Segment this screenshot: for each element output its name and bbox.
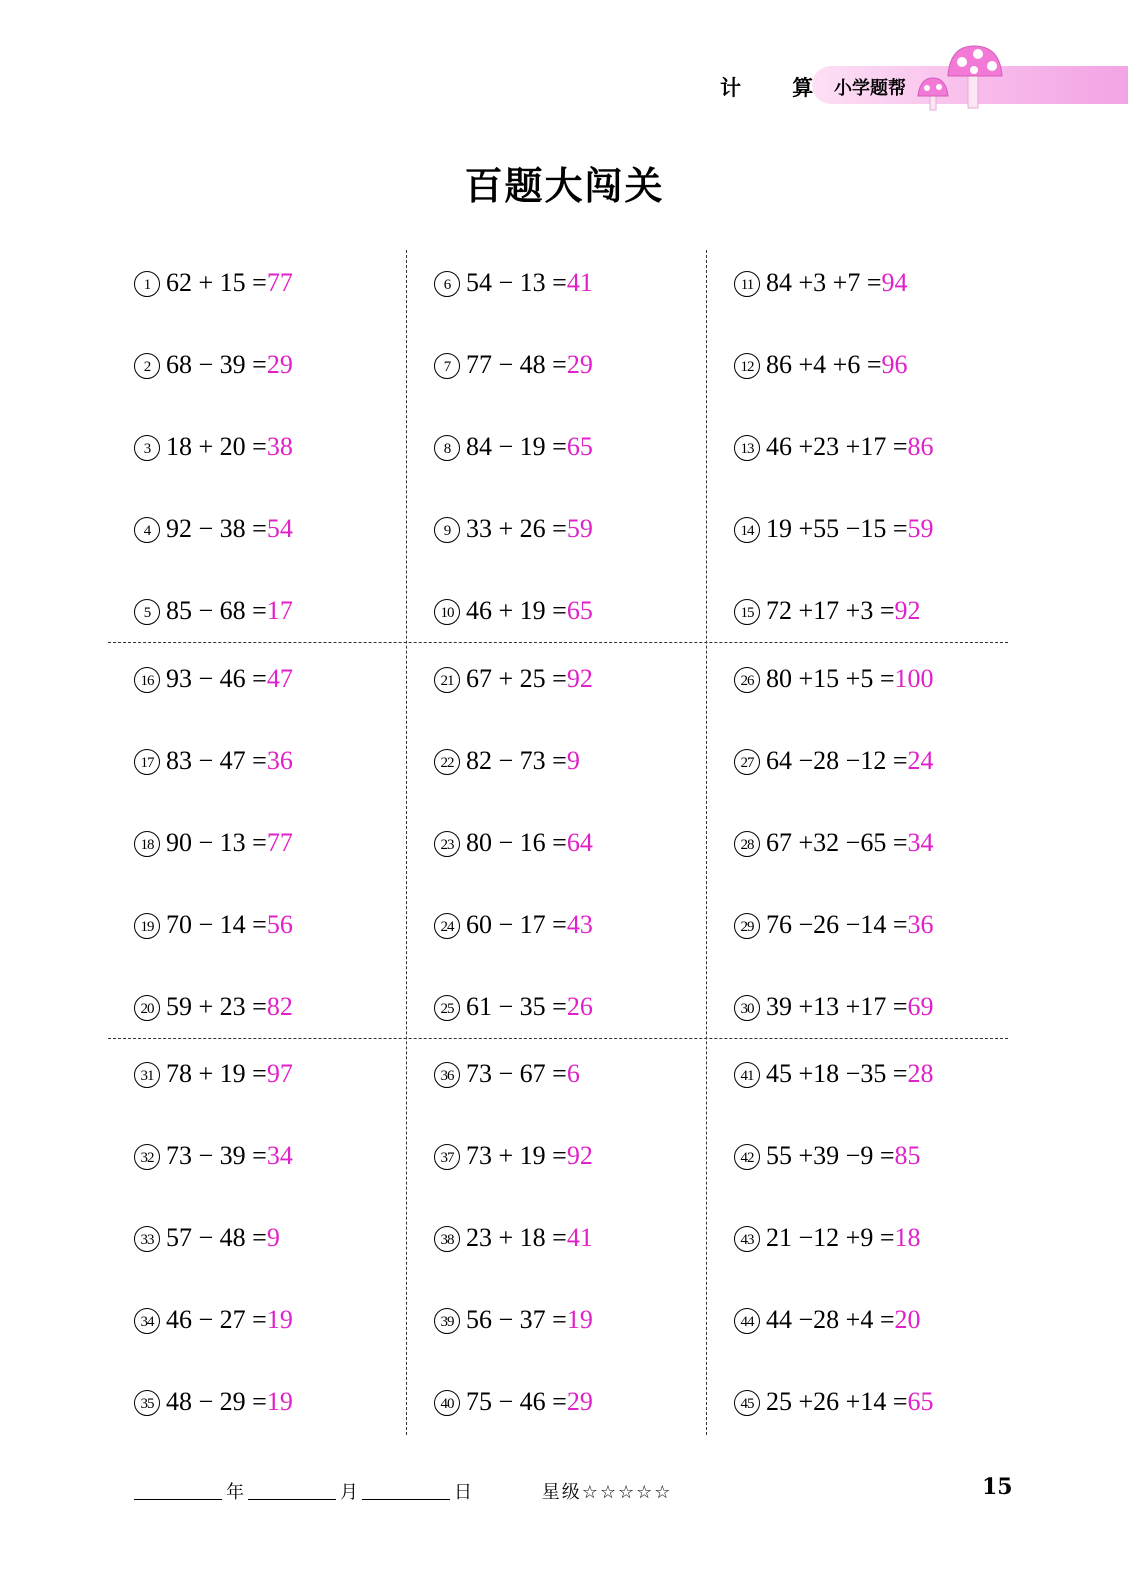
problem-number: 30 [734, 995, 760, 1021]
problem-grid [108, 250, 1008, 1435]
problem-number: 6 [434, 271, 460, 297]
problem-item [434, 1305, 593, 1335]
problem-answer[interactable]: 34 [266, 1141, 293, 1170]
problem-number: 19 [134, 913, 160, 939]
problem-item [134, 350, 293, 380]
problem-number: 2 [134, 353, 160, 379]
problem-expression: 55 +39 −9 = [766, 1141, 895, 1170]
problem-number: 31 [134, 1062, 160, 1088]
problem-answer[interactable]: 41 [566, 1223, 593, 1252]
footer-date-line [134, 1478, 672, 1504]
problem-number: 43 [734, 1226, 760, 1252]
problem-answer[interactable]: 77 [266, 828, 293, 857]
problem-expression: 84 +3 +7 = [766, 268, 882, 297]
problem-answer[interactable]: 36 [907, 910, 934, 939]
problem-expression: 62 + 15 = [166, 268, 267, 297]
problem-expression: 54 − 13 = [466, 268, 567, 297]
problem-answer[interactable]: 17 [266, 596, 293, 625]
problem-answer[interactable]: 92 [566, 1141, 593, 1170]
problem-answer[interactable]: 64 [566, 828, 593, 857]
problem-item [134, 746, 293, 776]
problem-number: 7 [434, 353, 460, 379]
problem-item [134, 1223, 280, 1253]
problem-expression: 73 + 19 = [466, 1141, 567, 1170]
problem-item [434, 1059, 580, 1089]
problem-item [434, 350, 593, 380]
problem-answer[interactable]: 6 [566, 1059, 580, 1088]
problem-number: 39 [434, 1308, 460, 1334]
problem-expression: 21 −12 +9 = [766, 1223, 895, 1252]
problem-expression: 61 − 35 = [466, 992, 567, 1021]
problem-item [134, 514, 293, 544]
problem-number: 9 [434, 517, 460, 543]
section-label: 计 算 [720, 75, 836, 100]
problem-expression: 90 − 13 = [166, 828, 267, 857]
problem-answer[interactable]: 86 [907, 432, 934, 461]
problem-expression: 60 − 17 = [466, 910, 567, 939]
problem-number: 37 [434, 1144, 460, 1170]
problem-expression: 33 + 26 = [466, 514, 567, 543]
problem-number: 25 [434, 995, 460, 1021]
problem-number: 24 [434, 913, 460, 939]
problem-expression: 86 +4 +6 = [766, 350, 882, 379]
problem-answer[interactable]: 9 [566, 746, 580, 775]
problem-item [434, 432, 593, 462]
year-blank[interactable] [134, 1481, 222, 1500]
problem-expression: 72 +17 +3 = [766, 596, 895, 625]
problem-item [134, 828, 293, 858]
problem-expression: 39 +13 +17 = [766, 992, 908, 1021]
problem-answer[interactable]: 26 [566, 992, 593, 1021]
problem-item [434, 992, 593, 1022]
problem-answer[interactable]: 20 [894, 1305, 921, 1334]
problem-item [734, 1141, 921, 1171]
problem-expression: 67 + 25 = [466, 664, 567, 693]
problem-number: 14 [734, 517, 760, 543]
problem-answer[interactable]: 28 [907, 1059, 934, 1088]
problem-item [734, 514, 934, 544]
problem-expression: 80 − 16 = [466, 828, 567, 857]
problem-number: 18 [134, 831, 160, 857]
problem-item [434, 910, 593, 940]
problem-item [434, 1387, 593, 1417]
problem-number: 36 [434, 1062, 460, 1088]
problem-number: 44 [734, 1308, 760, 1334]
problem-item [134, 432, 293, 462]
problem-item [434, 664, 593, 694]
problem-answer[interactable]: 100 [894, 664, 934, 693]
problem-answer[interactable]: 65 [907, 1387, 934, 1416]
problem-answer[interactable]: 94 [881, 268, 908, 297]
problem-answer[interactable]: 85 [894, 1141, 921, 1170]
problem-item [734, 432, 934, 462]
problem-number: 26 [734, 667, 760, 693]
problem-number: 22 [434, 749, 460, 775]
problem-answer[interactable]: 82 [266, 992, 293, 1021]
problem-item [734, 910, 934, 940]
problem-item [734, 596, 921, 626]
day-blank[interactable] [362, 1481, 450, 1500]
problem-number: 13 [734, 435, 760, 461]
problem-expression: 75 − 46 = [466, 1387, 567, 1416]
problem-answer[interactable]: 19 [566, 1305, 593, 1334]
page-number: 15 [982, 1474, 1013, 1500]
day-label: 日 [454, 1482, 472, 1503]
problem-number: 28 [734, 831, 760, 857]
problem-item [734, 1059, 934, 1089]
problem-answer[interactable]: 9 [266, 1223, 280, 1252]
problem-expression: 25 +26 +14 = [766, 1387, 908, 1416]
problem-answer[interactable]: 92 [894, 596, 921, 625]
problem-answer[interactable]: 24 [907, 746, 934, 775]
problem-item [134, 268, 293, 298]
page-title: 百题大闯关 [464, 163, 665, 208]
problem-item [134, 992, 293, 1022]
problem-number: 15 [734, 599, 760, 625]
problem-answer[interactable]: 97 [266, 1059, 293, 1088]
problem-item [434, 746, 580, 776]
problem-expression: 78 + 19 = [166, 1059, 267, 1088]
problem-item [434, 828, 593, 858]
problem-number: 16 [134, 667, 160, 693]
problem-number: 42 [734, 1144, 760, 1170]
problem-item [734, 828, 934, 858]
problem-expression: 76 −26 −14 = [766, 910, 908, 939]
problem-item [734, 350, 908, 380]
problem-item [734, 992, 934, 1022]
problem-number: 10 [434, 599, 460, 625]
year-label: 年 [226, 1482, 244, 1503]
problem-item [434, 268, 593, 298]
problem-number: 17 [134, 749, 160, 775]
problem-item [134, 596, 293, 626]
problem-answer[interactable]: 65 [566, 596, 593, 625]
row-divider [108, 1038, 1008, 1039]
problem-expression: 70 − 14 = [166, 910, 267, 939]
problem-answer[interactable]: 65 [566, 432, 593, 461]
problem-answer[interactable]: 54 [266, 514, 293, 543]
problem-number: 5 [134, 599, 160, 625]
problem-expression: 46 − 27 = [166, 1305, 267, 1334]
problem-item [734, 746, 934, 776]
problem-expression: 59 + 23 = [166, 992, 267, 1021]
problem-expression: 48 − 29 = [166, 1387, 267, 1416]
problem-item [434, 1141, 593, 1171]
problem-item [434, 596, 593, 626]
problem-answer[interactable]: 29 [566, 1387, 593, 1416]
problem-expression: 18 + 20 = [166, 432, 267, 461]
month-label: 月 [340, 1482, 358, 1503]
problem-expression: 56 − 37 = [466, 1305, 567, 1334]
star-rating[interactable]: 星级☆☆☆☆☆ [541, 1482, 673, 1503]
problem-expression: 46 + 19 = [466, 596, 567, 625]
problem-expression: 45 +18 −35 = [766, 1059, 908, 1088]
problem-number: 41 [734, 1062, 760, 1088]
problem-answer[interactable]: 92 [566, 664, 593, 693]
problem-item [734, 268, 908, 298]
problem-expression: 46 +23 +17 = [766, 432, 908, 461]
column-divider [406, 250, 407, 1435]
problem-expression: 84 − 19 = [466, 432, 567, 461]
problem-number: 45 [734, 1390, 760, 1416]
problem-answer[interactable]: 29 [266, 350, 293, 379]
problem-number: 8 [434, 435, 460, 461]
problem-answer[interactable]: 59 [907, 514, 934, 543]
problem-expression: 68 − 39 = [166, 350, 267, 379]
problem-answer[interactable]: 59 [566, 514, 593, 543]
problem-expression: 57 − 48 = [166, 1223, 267, 1252]
problem-item [434, 1223, 593, 1253]
problem-expression: 85 − 68 = [166, 596, 267, 625]
problem-expression: 82 − 73 = [466, 746, 567, 775]
problem-answer[interactable]: 36 [266, 746, 293, 775]
month-blank[interactable] [248, 1481, 336, 1500]
problem-item [134, 1305, 293, 1335]
problem-number: 33 [134, 1226, 160, 1252]
problem-expression: 19 +55 −15 = [766, 514, 908, 543]
problem-expression: 44 −28 +4 = [766, 1305, 895, 1334]
problem-expression: 23 + 18 = [466, 1223, 567, 1252]
problem-expression: 73 − 39 = [166, 1141, 267, 1170]
problem-number: 34 [134, 1308, 160, 1334]
problem-number: 29 [734, 913, 760, 939]
problem-number: 38 [434, 1226, 460, 1252]
problem-expression: 67 +32 −65 = [766, 828, 908, 857]
problem-answer[interactable]: 34 [907, 828, 934, 857]
problem-answer[interactable]: 96 [881, 350, 908, 379]
problem-expression: 77 − 48 = [466, 350, 567, 379]
column-divider [706, 250, 707, 1435]
problem-answer[interactable]: 43 [566, 910, 593, 939]
problem-number: 20 [134, 995, 160, 1021]
problem-item [134, 1141, 293, 1171]
problem-number: 21 [434, 667, 460, 693]
problem-item [734, 1305, 921, 1335]
brand-label: 小学题帮 [834, 78, 906, 99]
problem-answer[interactable]: 77 [266, 268, 293, 297]
problem-number: 27 [734, 749, 760, 775]
problem-answer[interactable]: 18 [894, 1223, 921, 1252]
problem-answer[interactable]: 69 [907, 992, 934, 1021]
problem-item [734, 664, 934, 694]
problem-number: 23 [434, 831, 460, 857]
problem-answer[interactable]: 41 [566, 268, 593, 297]
problem-number: 11 [734, 271, 760, 297]
problem-item [434, 514, 593, 544]
problem-answer[interactable]: 19 [266, 1305, 293, 1334]
problem-answer[interactable]: 38 [266, 432, 293, 461]
problem-number: 3 [134, 435, 160, 461]
problem-item [134, 664, 293, 694]
problem-number: 32 [134, 1144, 160, 1170]
problem-number: 35 [134, 1390, 160, 1416]
problem-item [134, 1059, 293, 1089]
problem-item [134, 1387, 293, 1417]
problem-number: 1 [134, 271, 160, 297]
row-divider [108, 642, 1008, 643]
problem-answer[interactable]: 29 [566, 350, 593, 379]
problem-item [134, 910, 293, 940]
problem-number: 40 [434, 1390, 460, 1416]
problem-answer[interactable]: 56 [266, 910, 293, 939]
mushroom-icon [910, 40, 1010, 115]
problem-expression: 64 −28 −12 = [766, 746, 908, 775]
problem-expression: 83 − 47 = [166, 746, 267, 775]
problem-expression: 92 − 38 = [166, 514, 267, 543]
problem-expression: 93 − 46 = [166, 664, 267, 693]
problem-item [734, 1223, 921, 1253]
problem-number: 12 [734, 353, 760, 379]
problem-expression: 73 − 67 = [466, 1059, 567, 1088]
problem-item [734, 1387, 934, 1417]
problem-expression: 80 +15 +5 = [766, 664, 895, 693]
problem-number: 4 [134, 517, 160, 543]
problem-answer[interactable]: 19 [266, 1387, 293, 1416]
problem-answer[interactable]: 47 [266, 664, 293, 693]
